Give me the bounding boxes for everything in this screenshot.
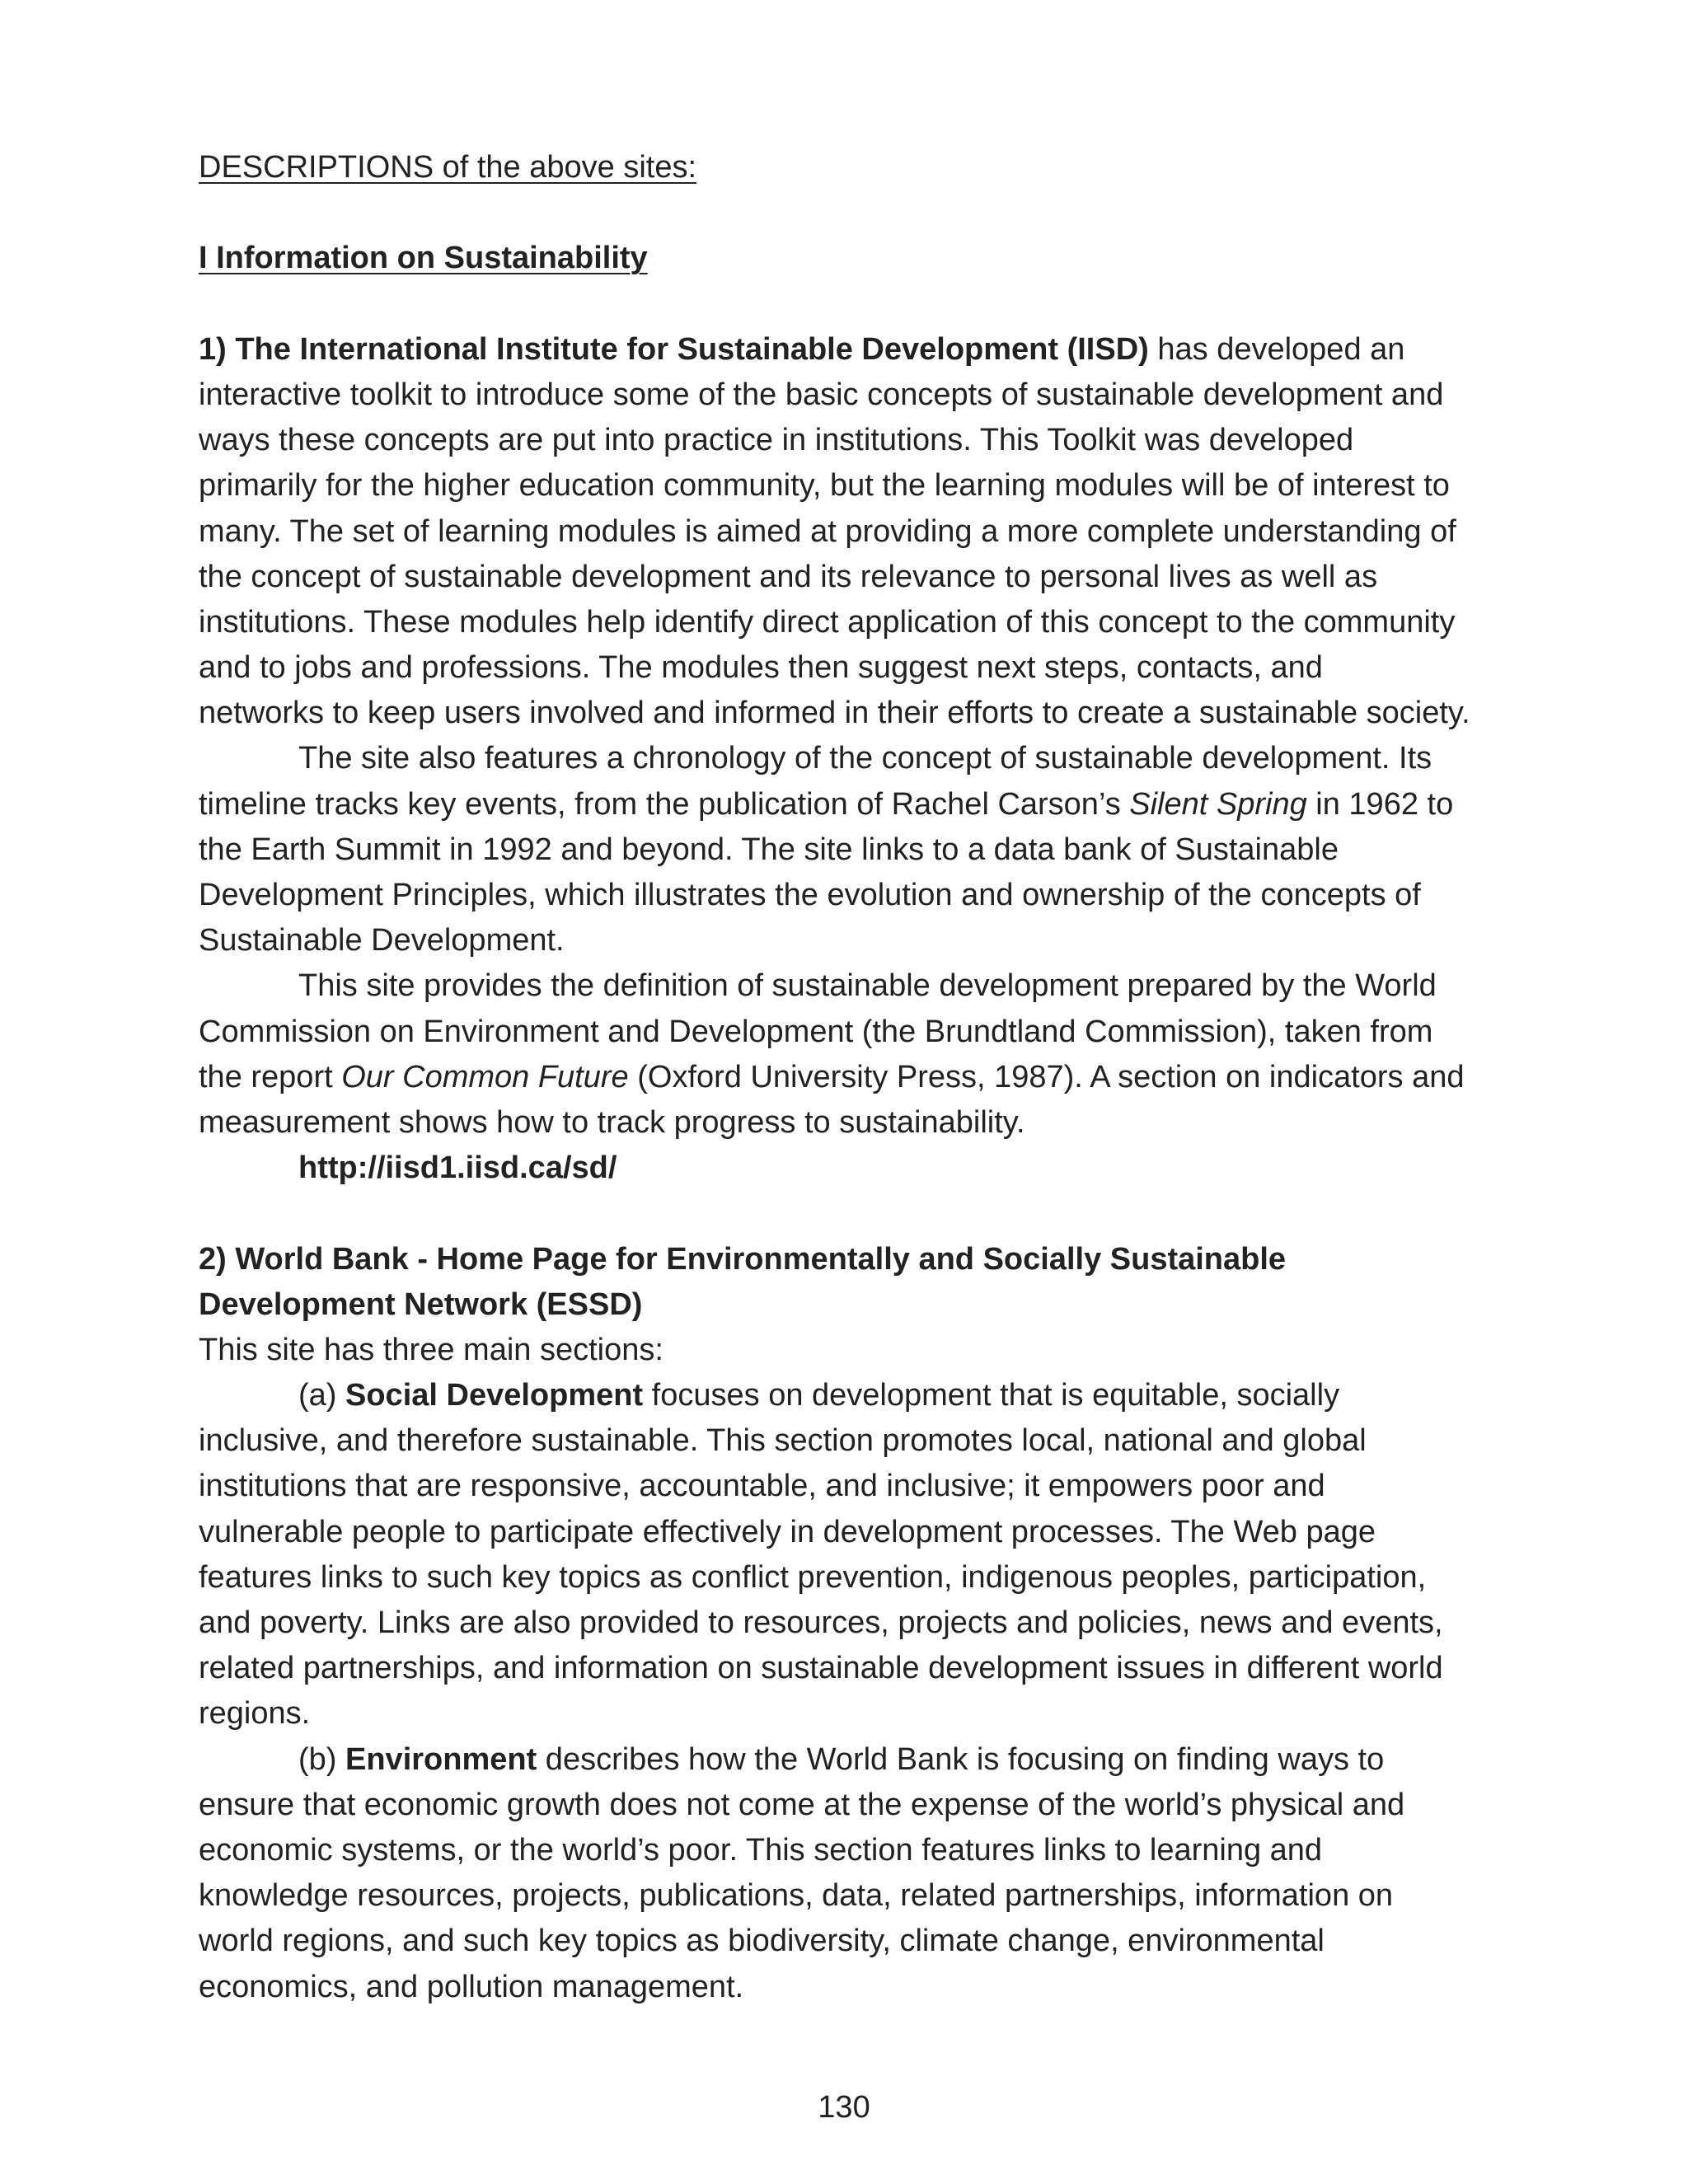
text-line: knowledge resources, projects, publications, data, related partnerships, information on — [199, 1878, 1394, 1914]
text-segment: the report — [199, 1059, 342, 1094]
environment-term: Environment — [345, 1741, 537, 1777]
text-line: and poverty. Links are also provided to resources, projects and policies, news and events, — [199, 1605, 1443, 1640]
section-title: I Information on Sustainability — [199, 241, 648, 276]
text-line: Development Principles, which illustrates the evolution and ownership of the concepts of — [199, 878, 1421, 912]
text-line: vulnerable people to participate effectively in development processes. The Web page — [199, 1514, 1376, 1549]
iisd-paragraph-3 — [199, 963, 1501, 1191]
text-segment: describes how the World Bank is focusing on finding ways to — [537, 1741, 1385, 1777]
page-content — [199, 145, 1501, 2010]
text-line: economic systems, or the world’s poor. This section features links to learning and — [199, 1832, 1323, 1868]
text-line: inclusive, and therefore sustainable. This section promotes local, national and global — [199, 1423, 1367, 1459]
text-line: Sustainable Development. — [199, 923, 565, 958]
text-line: and to jobs and professions. The modules then suggest next steps, contacts, and — [199, 650, 1323, 686]
text-line: world regions, and such key topics as biodiversity, climate change, environmental — [199, 1924, 1325, 1959]
text-line: has developed an — [1148, 331, 1405, 367]
worldbank-section — [199, 1237, 1501, 2010]
text-line: primarily for the higher education community, but the learning modules will be of interest to — [199, 468, 1450, 504]
book-title-silent-spring: Silent Spring — [1129, 786, 1307, 822]
text-line: ensure that economic growth does not come at the expense of the world’s physical and — [199, 1787, 1405, 1822]
worldbank-heading: 2) World Bank - Home Page for Environmentally and Socially Sustainable — [199, 1241, 1287, 1277]
iisd-paragraph-1 — [199, 327, 1501, 737]
text-segment: timeline tracks key events, from the publication of Rachel Carson’s — [199, 786, 1130, 822]
report-title-our-common-future: Our Common Future — [341, 1059, 629, 1094]
descriptions-title: DESCRIPTIONS of the above sites: — [199, 150, 697, 185]
text-line: features links to such key topics as conflict prevention, indigenous peoples, participation, — [199, 1559, 1427, 1595]
social-development-term: Social Development — [345, 1378, 644, 1413]
text-line: many. The set of learning modules is aimed at providing a more complete understanding of — [199, 513, 1456, 549]
text-line: related partnerships, and information on sustainable development issues in different world — [199, 1651, 1443, 1686]
text-segment: in 1962 to — [1306, 786, 1454, 822]
text-line: economics, and pollution management. — [199, 1969, 744, 2004]
text-line: regions. — [199, 1696, 311, 1732]
page-number: 130 — [818, 2090, 870, 2125]
worldbank-intro: This site has three main sections: — [199, 1332, 663, 1367]
text-segment: (b) — [298, 1741, 345, 1777]
worldbank-heading-cont: Development Network (ESSD) — [199, 1286, 643, 1322]
text-line: Commission on Environment and Development (the Brundtland Commission), taken from — [199, 1014, 1433, 1049]
iisd-url-link[interactable]: http://iisd1.iisd.ca/sd/ — [298, 1151, 617, 1186]
text-segment: (a) — [298, 1378, 345, 1413]
text-segment: focuses on development that is equitable, socially — [643, 1378, 1340, 1413]
text-line: interactive toolkit to introduce some of the basic concepts of sustainable development and — [199, 377, 1444, 412]
text-line: ways these concepts are put into practice in institutions. This Toolkit was developed — [199, 423, 1354, 458]
text-line: the concept of sustainable development and its relevance to personal lives as well as — [199, 559, 1378, 594]
text-line: measurement shows how to track progress to sustainability. — [199, 1104, 1025, 1140]
text-line: This site provides the definition of sustainable development prepared by the World — [298, 968, 1437, 1004]
text-segment: (Oxford University Press, 1987). A section on indicators and — [628, 1059, 1465, 1094]
text-line: institutions. These modules help identify direct application of this concept to the community — [199, 604, 1456, 640]
text-line: networks to keep users involved and informed in their efforts to create a sustainable society. — [199, 696, 1470, 731]
text-line: the Earth Summit in 1992 and beyond. The site links to a data bank of Sustainable — [199, 832, 1339, 867]
iisd-heading: 1) The International Institute for Sustainable Development (IISD) — [199, 331, 1149, 367]
iisd-paragraph-2 — [199, 736, 1501, 963]
text-line: institutions that are responsive, accountable, and inclusive; it empowers poor and — [199, 1469, 1325, 1504]
text-line: The site also features a chronology of the concept of sustainable development. Its — [298, 741, 1432, 776]
